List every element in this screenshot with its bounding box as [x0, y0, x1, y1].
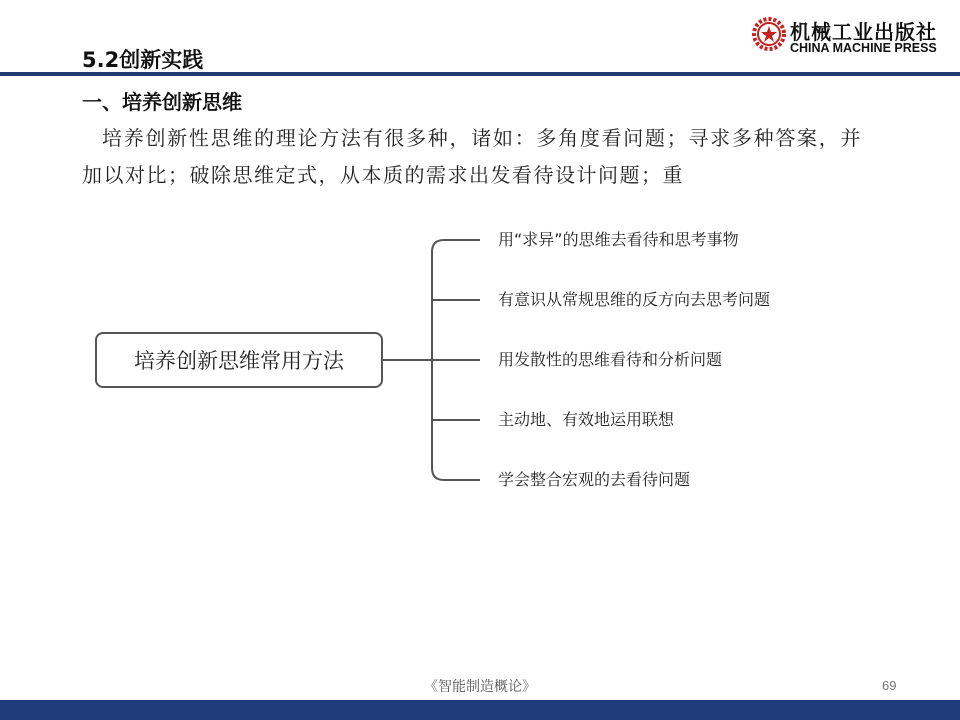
subheading: 一、培养创新思维	[82, 90, 242, 114]
press-seal-icon	[752, 17, 786, 51]
mindmap-branch-3: 用发散性的思维看待和分析问题	[498, 350, 723, 369]
header-rule	[0, 72, 960, 76]
mindmap-branch-1: 用“求异”的思维去看待和思考事物	[498, 230, 739, 249]
page-number: 69	[882, 678, 897, 693]
footer-bar	[0, 700, 960, 720]
mindmap-root-node: 培养创新思维常用方法	[95, 332, 383, 388]
mindmap-branch-2: 有意识从常规思维的反方向去思考问题	[498, 290, 771, 309]
section-title: 5.2创新实践	[82, 48, 204, 72]
publisher-logo	[752, 16, 957, 56]
mindmap-branch-4: 主动地、有效地运用联想	[498, 410, 675, 429]
body-paragraph: 培养创新性思维的理论方法有很多种，诸如：多角度看问题；寻求多种答案，并加以对比；破除思维定式，从本质的需求出发看待设计问题；重	[82, 126, 862, 187]
footer-course-title: 《智能制造概论》	[424, 679, 536, 695]
publisher-name-en: CHINA MACHINE PRESS	[790, 41, 937, 55]
publisher-name-cn: 机械工业出版社	[790, 20, 937, 44]
mindmap-branch-5: 学会整合宏观的去看待问题	[498, 470, 691, 489]
branch-spine	[432, 240, 480, 480]
